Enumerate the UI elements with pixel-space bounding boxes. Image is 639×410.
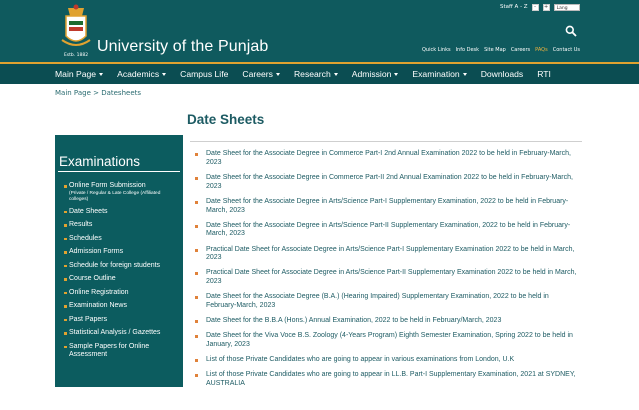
sidebar-item[interactable]: [64, 316, 180, 325]
sidebar-heading: Examinations: [59, 154, 141, 169]
bullet-icon: [64, 211, 67, 214]
site-header: [0, 0, 639, 62]
sidebar-item-sublabel: (Private / Regular & Late College (Affiliated colleges): [69, 190, 161, 202]
chevron-down-icon: [276, 73, 280, 76]
site-title[interactable]: University of the Punjab: [97, 38, 269, 55]
bullet-icon: [64, 292, 67, 295]
sidebar-item[interactable]: [64, 302, 180, 311]
content-divider: [190, 141, 582, 142]
sidebar-item-label: Examination News: [69, 302, 127, 309]
quick-link[interactable]: Quick Links: [422, 47, 451, 53]
date-sheet-link[interactable]: [195, 198, 580, 216]
nav-item-label: Examination: [412, 69, 460, 79]
date-sheet-link[interactable]: [195, 317, 580, 326]
bullet-icon: [64, 185, 67, 188]
date-sheet-title: Date Sheet for the Associate Degree in Commerce Part-II 2nd Annual Examination 2022 to be held in February-March, 2023: [206, 173, 573, 190]
nav-item-label: Campus Life: [180, 69, 229, 79]
bullet-icon: [64, 265, 67, 268]
quick-link[interactable]: Info Desk: [455, 47, 480, 53]
university-logo-icon[interactable]: [58, 2, 94, 58]
nav-item-careers[interactable]: [242, 69, 280, 79]
bullet-icon: [195, 320, 198, 323]
bullet-icon: [195, 153, 198, 156]
nav-item-label: Admission: [351, 69, 392, 79]
date-sheet-list: [195, 150, 580, 395]
page-title: Date Sheets: [187, 112, 265, 127]
date-sheet-title: Practical Date Sheet for Associate Degree in Arts/Science Part-II Supplementary Examination 2022 to be held in March, 2023: [206, 269, 577, 286]
sidebar-item-label: Admission Forms: [69, 248, 124, 255]
chevron-down-icon: [463, 73, 467, 76]
nav-item-research[interactable]: [294, 69, 338, 79]
date-sheet-link[interactable]: [195, 356, 580, 365]
date-sheet-title: Date Sheet for the Associate Degree in Arts/Science Part-I Supplementary Examination, 2022 to be held in February-March, 2023: [206, 197, 569, 214]
bullet-icon: [195, 374, 198, 377]
bullet-icon: [64, 238, 67, 241]
nav-item-label: Careers: [242, 69, 273, 79]
quick-links: [422, 47, 580, 53]
date-sheet-link[interactable]: [195, 246, 580, 264]
sidebar-item[interactable]: [64, 182, 180, 203]
bullet-icon: [195, 272, 198, 275]
quick-link-active[interactable]: PAQs: [535, 47, 548, 53]
nav-item-admission[interactable]: [352, 69, 399, 79]
sidebar-item-label: Online Form Submission: [69, 182, 146, 189]
date-sheet-title: Date Sheet for the Associate Degree in Commerce Part-I 2nd Annual Examination 2022 to be held in February-March, 2023: [206, 150, 571, 166]
sidebar-item-label: Schedules: [69, 234, 102, 242]
bullet-icon: [64, 319, 67, 322]
date-sheet-title: Practical Date Sheet for Associate Degree in Arts/Science Part-I Supplementary Examination 2022 to be held in March, 2023: [206, 245, 575, 262]
font-size-decrease-icon[interactable]: -: [532, 4, 539, 11]
sidebar-list: [64, 182, 180, 365]
sidebar-item[interactable]: [64, 343, 180, 360]
breadcrumb[interactable]: Main Page > Datesheets: [55, 89, 142, 97]
nav-item-examination[interactable]: [412, 69, 466, 79]
sidebar-item[interactable]: [64, 289, 180, 298]
chevron-down-icon: [394, 73, 398, 76]
top-utility-bar: [500, 2, 580, 12]
date-sheet-title: List of those Private Candidates who are going to appear in LL.B. Part-I Supplementary Examination, 2021 at SYDNEY, AUSTRALIA: [206, 371, 576, 388]
font-size-increase-icon[interactable]: +: [543, 3, 549, 10]
sidebar-item-label: Online Registration: [69, 288, 129, 296]
nav-item-academics[interactable]: [117, 69, 166, 79]
date-sheet-title: List of those Private Candidates who are going to appear in various examinations from London, U.K: [206, 356, 515, 364]
bullet-icon: [64, 332, 67, 335]
bullet-icon: [195, 359, 198, 362]
nav-item-label: RTI: [537, 69, 551, 79]
examinations-sidebar: [55, 135, 183, 387]
staff-directory-link[interactable]: Staff A - Z: [500, 4, 528, 10]
bullet-icon: [195, 201, 198, 204]
sidebar-item-label: Date Sheets: [69, 207, 108, 215]
svg-text:Estb. 1882: Estb. 1882: [63, 53, 89, 58]
nav-item-downloads[interactable]: [481, 69, 524, 79]
sidebar-item[interactable]: [64, 221, 180, 230]
quick-link[interactable]: Careers: [510, 47, 531, 53]
date-sheet-title: Date Sheet for the Viva Voce B.S. Zoology (4-Years Program) Eighth Semester Examination, Spring 2022 to be held in January, 2023: [206, 332, 573, 349]
sidebar-item-label: Course Outline: [69, 275, 116, 282]
bullet-icon: [195, 296, 198, 299]
date-sheet-title: Date Sheet for the Associate Degree in Arts/Science Part-II Supplementary Examination, 2022 to be held in February-March, 2023: [206, 221, 571, 238]
date-sheet-link[interactable]: [195, 222, 580, 240]
nav-item-rti[interactable]: [537, 69, 551, 79]
bullet-icon: [195, 177, 198, 180]
main-navigation: [0, 62, 639, 84]
quick-link[interactable]: Site Map: [484, 47, 506, 53]
sidebar-item[interactable]: [64, 208, 180, 217]
bullet-icon: [64, 305, 67, 308]
sidebar-item[interactable]: [64, 329, 180, 338]
nav-item-label: Academics: [117, 69, 160, 79]
nav-item-label: Downloads: [480, 69, 524, 79]
sidebar-item-label: Statistical Analysis / Gazettes: [69, 329, 161, 336]
language-select[interactable]: Lang: [554, 4, 580, 11]
bullet-icon: [64, 346, 67, 349]
quick-link[interactable]: Contact Us: [552, 47, 581, 53]
sidebar-divider: [58, 171, 180, 172]
date-sheet-link[interactable]: [195, 371, 580, 389]
nav-item-campus-life[interactable]: [180, 69, 228, 79]
date-sheet-link[interactable]: [195, 293, 580, 311]
date-sheet-link[interactable]: [195, 174, 580, 192]
bullet-icon: [195, 249, 198, 252]
bullet-icon: [64, 278, 67, 281]
chevron-down-icon: [334, 73, 338, 76]
date-sheet-title: Date Sheet for the B.B.A (Hons.) Annual Examination, 2022 to be held in February/March, 2023: [206, 317, 502, 325]
sidebar-item-label: Past Papers: [69, 315, 108, 323]
bullet-icon: [64, 251, 67, 254]
chevron-down-icon: [99, 73, 103, 76]
bullet-icon: [195, 225, 198, 228]
sidebar-item[interactable]: [64, 248, 180, 257]
sidebar-item[interactable]: [64, 235, 180, 244]
sidebar-item[interactable]: [64, 275, 180, 284]
date-sheet-link[interactable]: [195, 150, 580, 168]
search-icon[interactable]: [565, 25, 577, 37]
date-sheet-link[interactable]: [195, 332, 580, 350]
bullet-icon: [64, 224, 67, 227]
nav-item-main-page[interactable]: [55, 69, 103, 79]
sidebar-item-label: Schedule for foreign students: [69, 261, 161, 269]
nav-list: [55, 64, 565, 84]
date-sheet-link[interactable]: [195, 269, 580, 287]
sidebar-item-label: Sample Papers for Online Assessment: [69, 342, 150, 358]
sidebar-item-label: Results: [69, 221, 93, 228]
sidebar-item[interactable]: [64, 262, 180, 271]
bullet-icon: [195, 335, 198, 338]
chevron-down-icon: [162, 73, 166, 76]
nav-item-label: Main Page: [55, 69, 97, 79]
nav-item-label: Research: [293, 69, 331, 79]
date-sheet-title: Date Sheet for the Associate Degree (B.A.) (Hearing Impaired) Supplementary Examination, 2022 to be held in February-March, 2023: [206, 293, 549, 310]
